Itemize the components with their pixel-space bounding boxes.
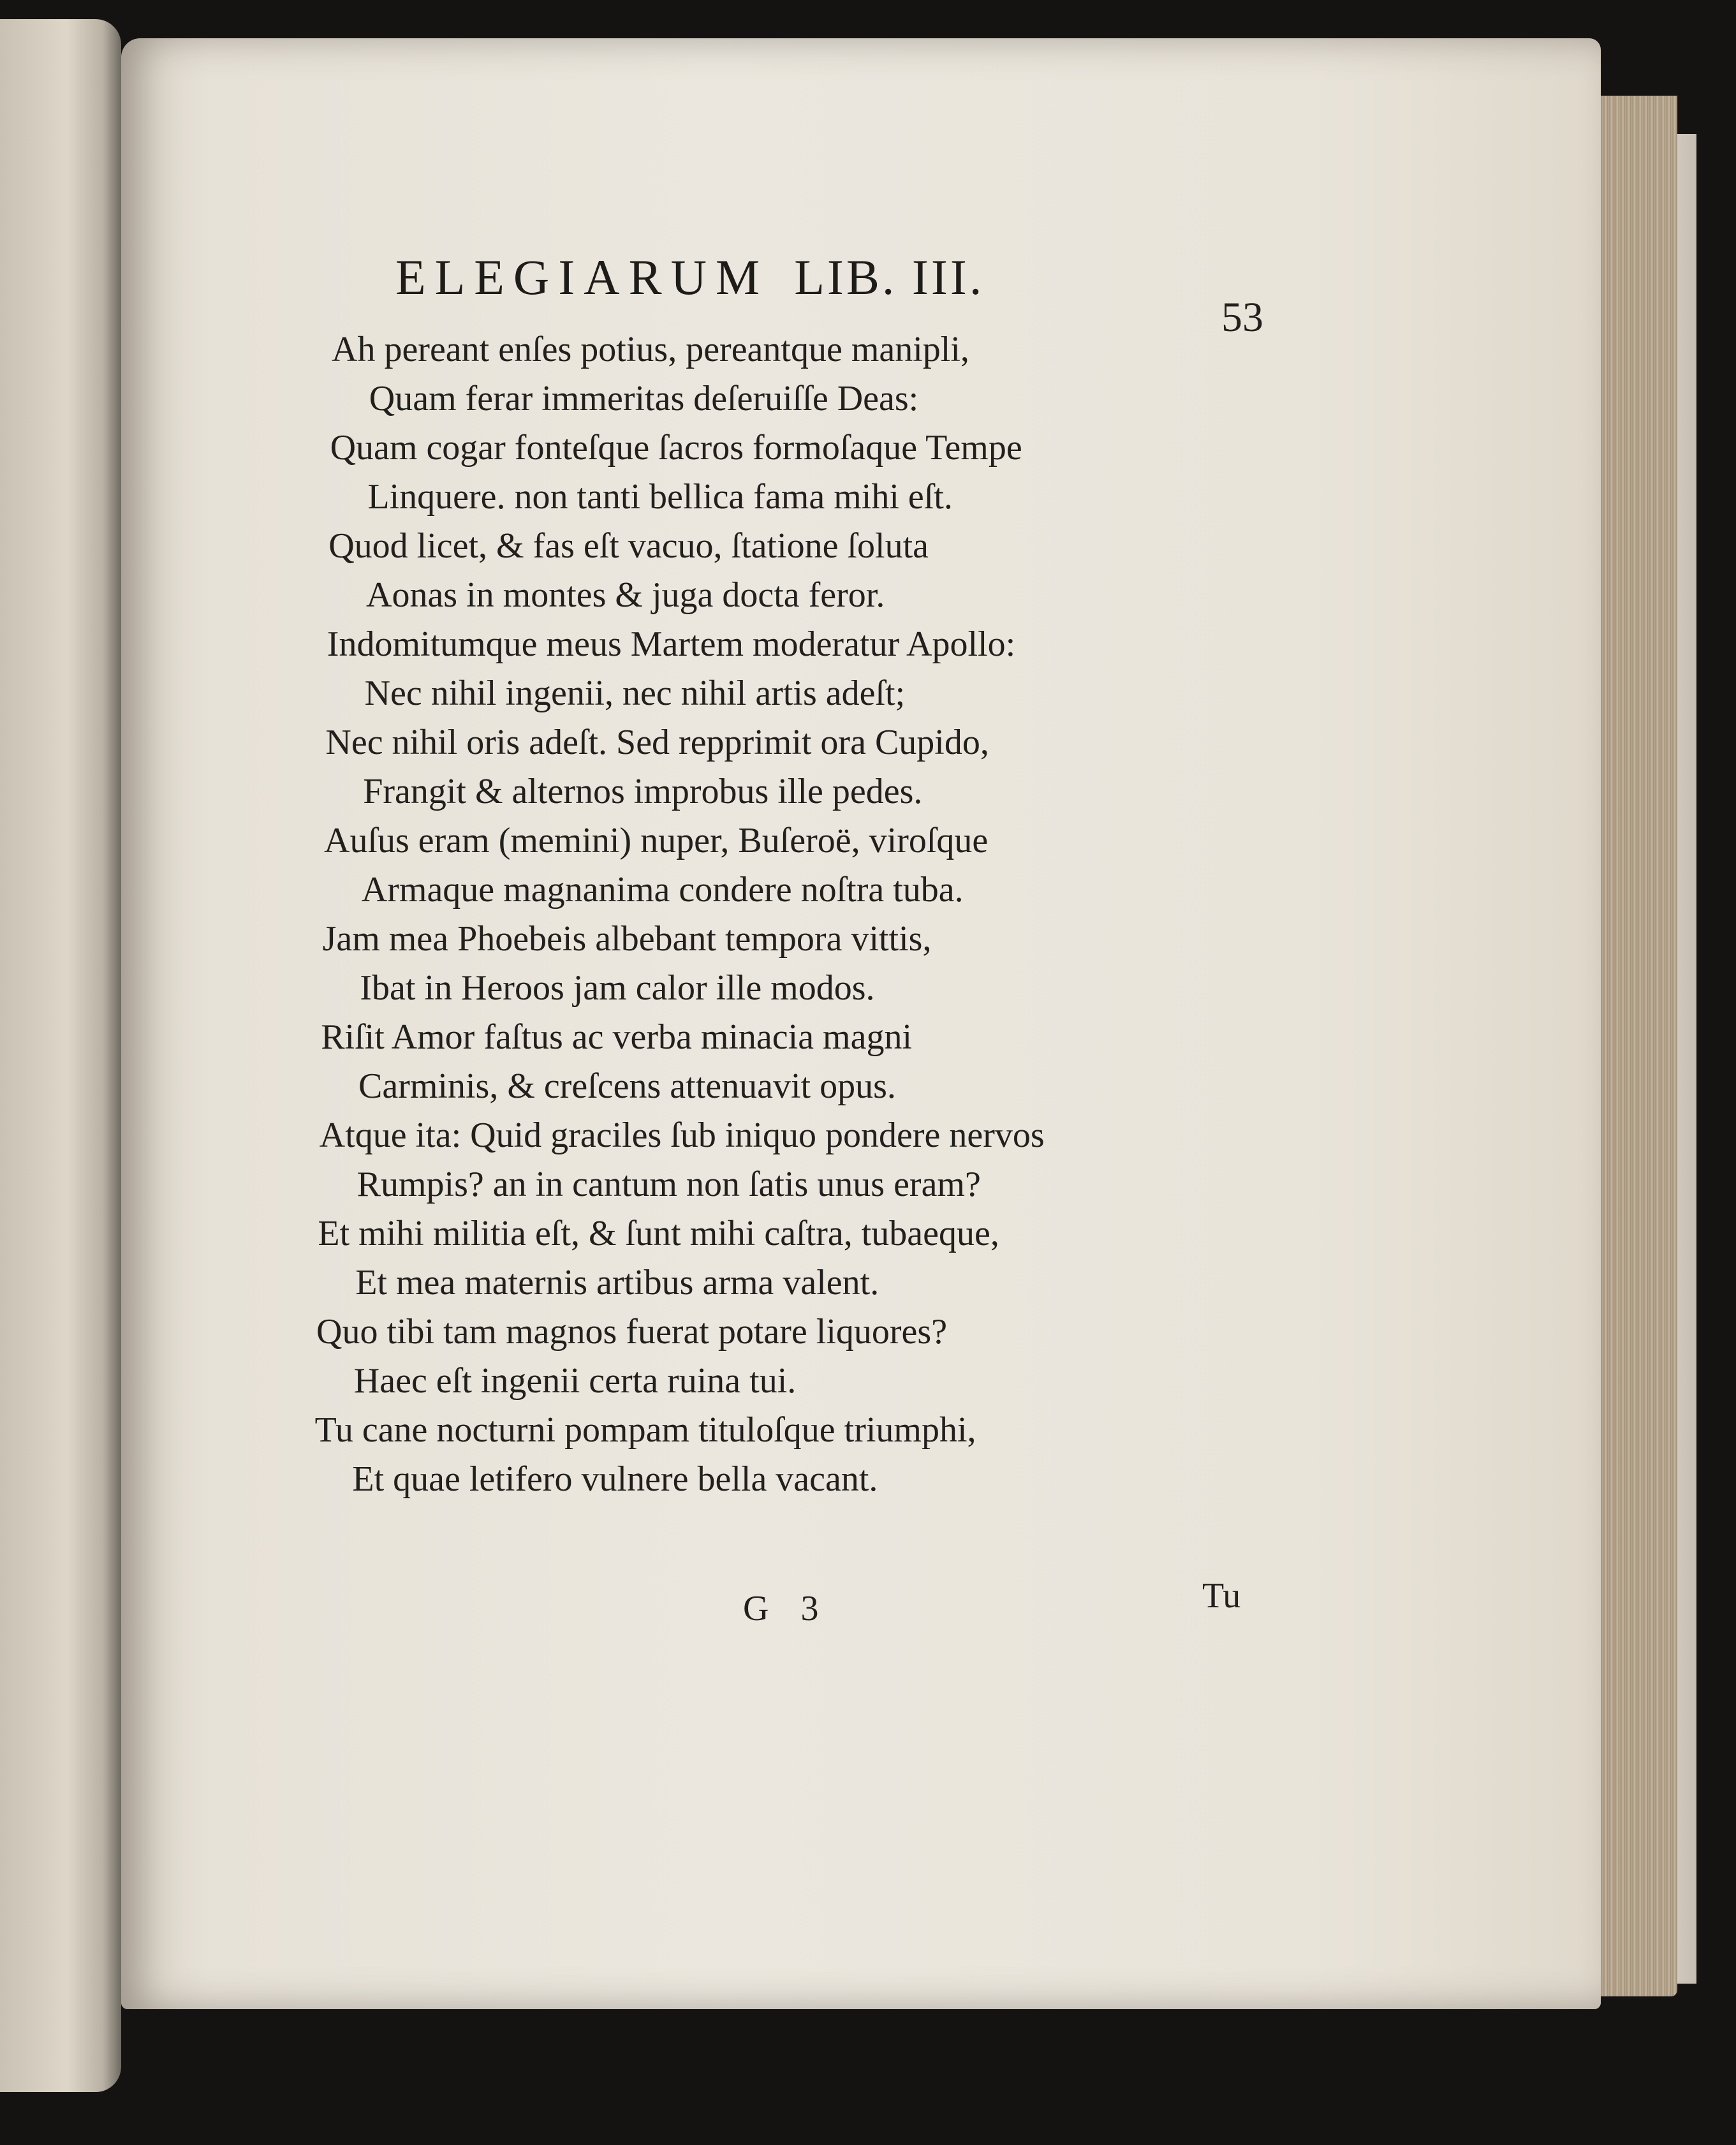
- verse-line: Nec nihil ingenii, nec nihil artis adeſt;: [364, 674, 906, 713]
- verse-line: Quo tibi tam magnos fuerat potare liquores?: [316, 1312, 948, 1352]
- verse-line: Ah pereant enſes potius, pereantque manipli,: [332, 330, 969, 369]
- verse-line: Frangit & alternos improbus ille pedes.: [363, 772, 923, 811]
- verse-line: Aonas in montes & juga docta feror.: [366, 575, 885, 615]
- verse-line: Quam ferar immeritas deſeruiſſe Deas:: [369, 379, 919, 418]
- verse-line: Armaque magnanima condere noſtra tuba.: [361, 870, 964, 910]
- verse-line: Rumpis? an in cantum non ſatis unus eram?: [357, 1165, 981, 1204]
- running-head-book: LIB. III.: [794, 249, 985, 305]
- verse-line: Tu cane nocturni pompam tituloſque triumphi,: [314, 1410, 976, 1450]
- verse-line: Et mea maternis artibus arma valent.: [355, 1263, 879, 1302]
- signature-mark: G 3: [743, 1589, 830, 1628]
- page-number: 53: [1221, 294, 1263, 341]
- verse-line: Et quae letifero vulnere bella vacant.: [352, 1459, 878, 1499]
- verse-line: Linquere. non tanti bellica fama mihi eſt.: [367, 477, 953, 517]
- verse-line: Nec nihil oris adeſt. Sed repprimit ora Cupido,: [325, 723, 989, 762]
- verse-line: Riſit Amor faſtus ac verba minacia magni: [321, 1017, 913, 1057]
- verse-line: Quam cogar fonteſque ſacros formoſaque Tempe: [330, 428, 1022, 468]
- running-head: [395, 249, 984, 306]
- verse-line: Auſus eram (memini) nuper, Buſeroë, viroſque: [324, 821, 989, 860]
- verse-line: Jam mea Phoebeis albebant tempora vittis,: [322, 919, 932, 959]
- previous-page-edge: [0, 19, 121, 2092]
- verse-line: Haec eſt ingenii certa ruina tui.: [353, 1361, 797, 1401]
- verse-line: Indomitumque meus Martem moderatur Apollo:: [327, 624, 1016, 664]
- verse-line: Et mihi militia eſt, & ſunt mihi caſtra, tubaeque,: [318, 1214, 999, 1253]
- verse-line: Carminis, & creſcens attenuavit opus.: [358, 1066, 896, 1106]
- verse-line: Ibat in Heroos jam calor ille modos.: [360, 968, 875, 1008]
- verse-line: Atque ita: Quid graciles ſub iniquo pondere nervos: [319, 1116, 1045, 1155]
- catchword: Tu: [1202, 1576, 1241, 1616]
- running-head-title: ELEGIARUM: [395, 249, 769, 305]
- verse-line: Quod licet, & fas eſt vacuo, ſtatione ſoluta: [328, 526, 929, 566]
